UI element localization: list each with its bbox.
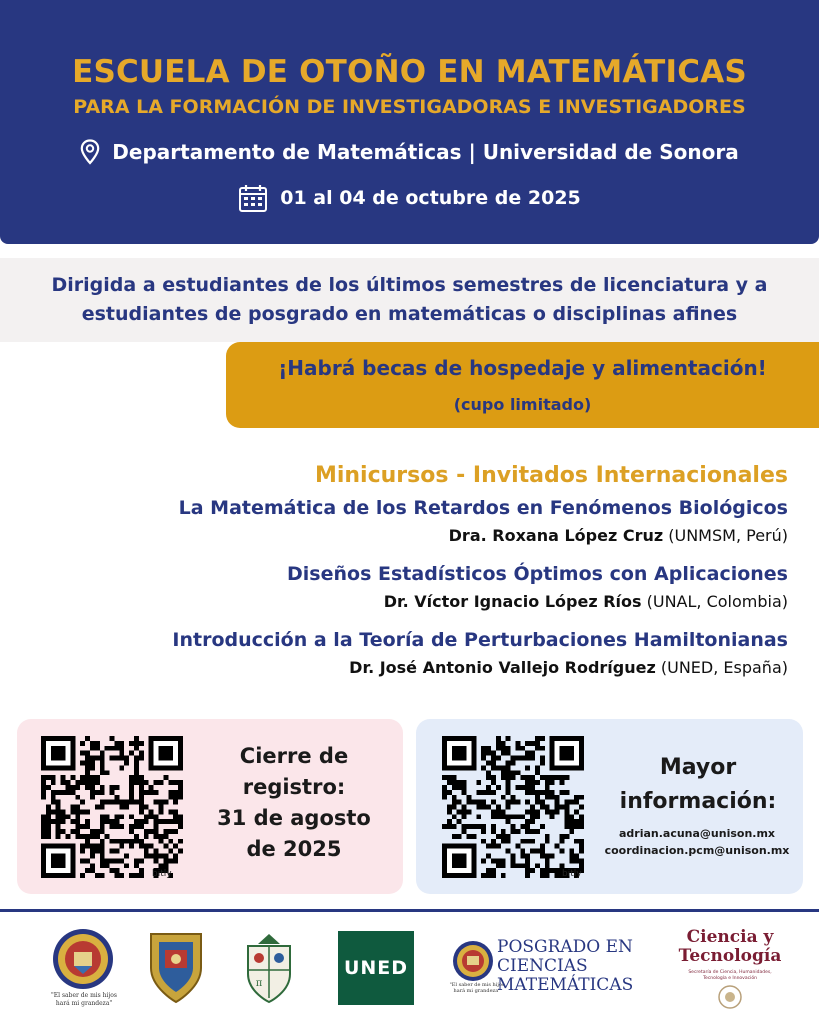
unison-motto — [44, 992, 124, 1008]
qr-brand-label: bitly — [152, 869, 172, 879]
cyt-line: Ciencia y — [686, 927, 774, 947]
posgrado-wordmark — [497, 938, 633, 995]
instructor-affiliation: (UNMSM, Perú) — [668, 526, 788, 545]
motto-line: "El saber de mis hijos — [449, 982, 505, 988]
sponsor-logos — [0, 920, 819, 1020]
unison-seal-logo — [52, 928, 114, 990]
info-card — [416, 719, 803, 894]
date-text: 01 al 04 de octubre de 2025 — [280, 187, 581, 209]
instructor-name: Dr. José Antonio Vallejo Rodríguez — [349, 658, 656, 677]
location-row — [0, 136, 819, 168]
posgrado-seal-logo — [452, 940, 494, 982]
course-instructor-row — [68, 588, 788, 616]
audience-line-1: Dirigida a estudiantes de los últimos semestres de licenciatura y a — [51, 274, 768, 296]
posgrado-line: MATEMÁTICAS — [497, 975, 634, 995]
motto-line: hará mi grandeza" — [55, 1000, 113, 1007]
header-banner — [0, 0, 819, 244]
course-title: Introducción a la Teoría de Perturbaciones Hamiltonianas — [172, 629, 788, 651]
unmsm-shield-logo — [145, 928, 207, 1006]
audience-line-2: estudiantes de posgrado en matemáticas o disciplinas afines — [81, 303, 738, 325]
map-pin-icon — [80, 139, 100, 165]
course-title: Diseños Estadísticos Óptimos con Aplicaciones — [287, 563, 788, 585]
instructor-affiliation: (UNAL, Colombia) — [646, 592, 788, 611]
course-instructor-row — [68, 522, 788, 550]
registration-deadline — [209, 741, 379, 865]
qr-brand-label: bitly — [562, 869, 582, 879]
info-heading — [598, 751, 798, 819]
instructor-affiliation: (UNED, España) — [660, 658, 788, 677]
location-text: Departamento de Matemáticas | Universidad de Sonora — [112, 140, 739, 164]
info-qr-code[interactable] — [442, 736, 584, 878]
deadline-line-3: 31 de agosto — [217, 806, 371, 830]
motto-line: "El saber de mis hijos — [50, 992, 118, 999]
course-item — [68, 626, 788, 682]
uned-logo: UNED — [338, 931, 414, 1005]
cyt-subtitle: Secretaría de Ciencia, Humanidades, Tecnología e Innovación — [688, 970, 772, 981]
scholarship-banner — [226, 342, 819, 428]
registration-qr-code[interactable] — [41, 736, 183, 878]
date-row — [0, 182, 819, 214]
info-heading-line-1: Mayor — [659, 755, 737, 780]
course-item — [68, 494, 788, 550]
course-item — [68, 560, 788, 616]
svg-text:π: π — [255, 978, 263, 989]
course-instructor-row — [68, 654, 788, 682]
info-heading-line-2: información: — [619, 789, 777, 814]
minicourses-heading: Minicursos - Invitados Internacionales — [314, 463, 788, 488]
posgrado-line: POSGRADO EN — [497, 937, 633, 957]
course-title: La Matemática de los Retardos en Fenómenos Biológicos — [178, 497, 788, 519]
minicourses-section — [68, 458, 788, 692]
calendar-icon — [238, 183, 268, 213]
instructor-name: Dr. Víctor Ignacio López Ríos — [383, 592, 642, 611]
deadline-line-2: registro: — [242, 775, 346, 799]
scholarship-text: ¡Habrá becas de hospedaje y alimentación! — [278, 356, 767, 380]
audience-banner — [0, 258, 819, 342]
scholarship-note: (cupo limitado) — [453, 395, 592, 414]
email-link[interactable]: coordinacion.pcm@unison.mx — [604, 844, 790, 857]
national-emblem-logo — [717, 984, 743, 1010]
registration-card — [17, 719, 403, 894]
footer-divider — [0, 909, 819, 912]
event-title: ESCUELA DE OTOÑO EN MATEMÁTICAS — [72, 54, 747, 90]
motto-line: hará mi grandeza" — [453, 988, 501, 994]
instructor-name: Dra. Roxana López Cruz — [448, 526, 664, 545]
event-subtitle: PARA LA FORMACIÓN DE INVESTIGADORAS E INVESTIGADORES — [73, 96, 746, 118]
unal-shield-logo — [240, 930, 298, 1006]
contact-emails — [592, 825, 802, 859]
cyt-line: Tecnología — [678, 946, 782, 966]
posgrado-line: CIENCIAS — [497, 956, 588, 976]
ciencia-tecnologia-wordmark — [672, 928, 788, 966]
email-link[interactable]: adrian.acuna@unison.mx — [618, 827, 776, 840]
deadline-line-4: de 2025 — [246, 837, 342, 861]
deadline-line-1: Cierre de — [239, 744, 349, 768]
